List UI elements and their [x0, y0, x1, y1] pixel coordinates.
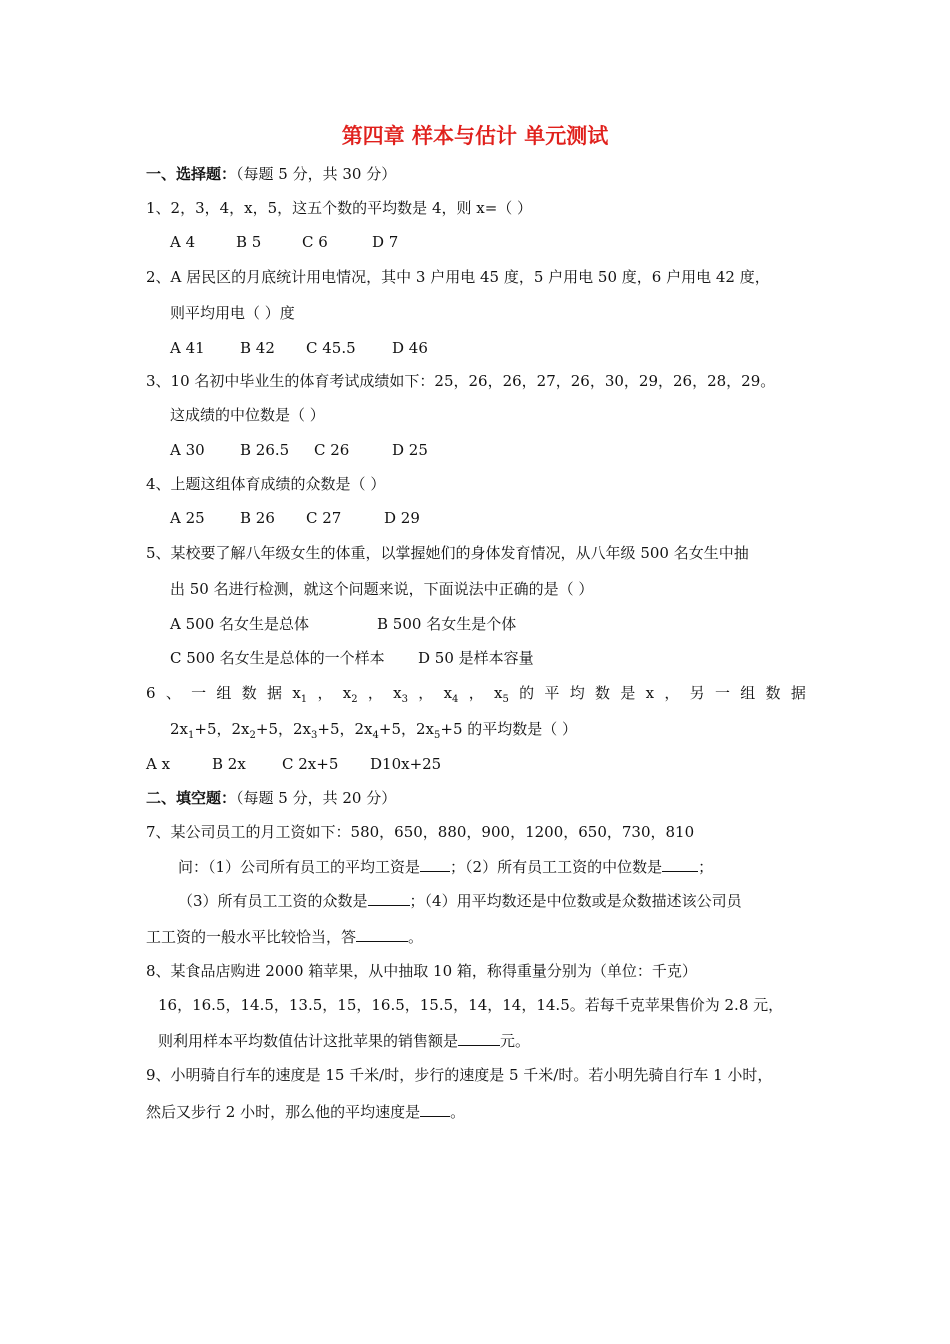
page-title: 第四章 样本与估计 单元测试 — [341, 124, 609, 148]
answer-blank[interactable] — [420, 856, 450, 872]
question-2-line-2: 则平均用电（ ）度 — [170, 304, 295, 322]
spread-word: 组 — [740, 684, 756, 702]
spread-word: 平 — [544, 684, 560, 702]
question-7-line-2 — [178, 856, 713, 877]
spread-word: ， — [664, 684, 680, 702]
answer-blank[interactable] — [458, 1030, 500, 1046]
answer-blank[interactable] — [368, 890, 410, 906]
spread-word: $x_1$ — [292, 684, 308, 705]
text: 。 — [450, 1103, 466, 1121]
option-c: C 2x+5 — [282, 755, 339, 773]
option-b: B 26 — [240, 509, 275, 527]
section-2-header — [146, 788, 396, 808]
text: 工工资的一般水平比较恰当，答 — [146, 928, 357, 946]
spread-word: 组 — [216, 684, 232, 702]
spread-word: 数 — [595, 684, 611, 702]
section-heading: 二、填空题： — [146, 789, 237, 807]
option-a: A 30 — [170, 441, 205, 459]
question-8-line-3 — [158, 1030, 530, 1051]
option-c: C 500 名女生是总体的一个样本 — [170, 649, 385, 667]
spread-word: ， — [367, 684, 383, 702]
spread-word: 据 — [267, 684, 283, 702]
option-a: A 25 — [170, 509, 205, 527]
question-4: 4、上题这组体育成绩的众数是（ ） — [146, 475, 386, 493]
option-c: C 27 — [306, 509, 342, 527]
option-d: D10x+25 — [370, 755, 442, 773]
option-b: B 2x — [212, 755, 246, 773]
question-5-line-2: 出 50 名进行检测，就这个问题来说，下面说法中正确的是（ ） — [170, 580, 594, 598]
spread-word: 的 — [519, 684, 535, 702]
answer-blank[interactable] — [356, 926, 408, 942]
spread-word: 据 — [790, 684, 806, 702]
answer-blank[interactable] — [662, 856, 698, 872]
question-2-line-1: 2、A 居民区的月底统计用电情况，其中 3 户用电 45 度，5 户用电 50 度，6 户用电 42 度， — [146, 268, 770, 286]
section-heading: 一、选择题： — [146, 165, 237, 183]
spread-word: 均 — [569, 684, 585, 702]
question-1-options — [170, 232, 398, 252]
text: 元。 — [500, 1032, 531, 1050]
option-b: B 5 — [236, 233, 262, 251]
question-3-options — [170, 440, 428, 460]
option-a: A x — [146, 755, 171, 773]
question-6-spread-text — [146, 683, 806, 710]
question-1: 1、2，3，4，x，5，这五个数的平均数是 4，则 x=（ ） — [146, 199, 533, 217]
text: ；（2）所有员工工资的中位数是 — [450, 858, 663, 876]
question-9-line-2 — [146, 1101, 465, 1122]
spread-word: 数 — [241, 684, 257, 702]
answer-blank[interactable] — [420, 1101, 450, 1117]
question-3-line-2: 这成绩的中位数是（ ） — [170, 406, 325, 424]
text: ；（4）用平均数还是中位数或是众数描述该公司员 — [409, 892, 742, 910]
option-d: D 25 — [392, 441, 428, 459]
spread-word: ， — [468, 684, 484, 702]
question-7-line-3 — [178, 890, 742, 911]
spread-word: 一 — [191, 684, 207, 702]
option-b: B 500 名女生是个体 — [377, 615, 517, 633]
spread-word: ， — [317, 684, 333, 702]
question-5-options-ab — [170, 614, 516, 634]
section-note: （每题 5 分，共 30 分） — [236, 165, 397, 183]
spread-word: ， — [418, 684, 434, 702]
option-b: B 26.5 — [240, 441, 290, 459]
question-5-line-1: 5、某校要了解八年级女生的体重，以掌握她们的身体发育情况，从八年级 500 名女生中抽 — [146, 544, 749, 562]
option-a: A 4 — [170, 233, 196, 251]
option-d: D 50 是样本容量 — [418, 649, 534, 667]
option-a: A 500 名女生是总体 — [170, 615, 309, 633]
question-7-line-1: 7、某公司员工的月工资如下：580，650，880，900，1200，650，730，810 — [146, 823, 695, 841]
spread-word: $x_3$ — [393, 684, 408, 705]
question-7-line-4 — [146, 926, 423, 947]
question-4-options — [170, 508, 420, 528]
section-1-header — [146, 164, 396, 184]
text: 。 — [408, 928, 424, 946]
question-2-options — [170, 338, 428, 358]
spread-word: 另 — [689, 684, 705, 702]
option-d: D 29 — [384, 509, 420, 527]
spread-word: 、 — [165, 684, 181, 702]
text: 然后又步行 2 小时，那么他的平均速度是 — [146, 1103, 421, 1121]
text: （3）所有员工工资的众数是 — [178, 892, 368, 910]
question-8-line-2: 16，16.5，14.5，13.5，15，16.5，15.5，14，14，14.5。若每千克苹果售价为 2.8 元， — [158, 996, 784, 1014]
option-a: A 41 — [170, 339, 205, 357]
option-d: D 46 — [392, 339, 428, 357]
question-6-line-2: $2x_1+5$，$2x_2+5$，$2x_3+5$，$2x_4+5$，$2x_5+5$ 的平均数是（ ） — [170, 720, 578, 741]
section-note: （每题 5 分，共 20 分） — [236, 789, 397, 807]
text: 问：（1）公司所有员工的平均工资是 — [178, 858, 421, 876]
question-6-options — [146, 754, 441, 774]
spread-word: $x_5$ — [494, 684, 509, 705]
text: ； — [698, 858, 714, 876]
question-9-line-1: 9、小明骑自行车的速度是 15 千米/时，步行的速度是 5 千米/时。若小明先骑自行车 1 小时， — [146, 1066, 773, 1084]
option-c: C 45.5 — [306, 339, 356, 357]
text: 则利用样本平均数值估计这批苹果的销售额是 — [158, 1032, 459, 1050]
option-d: D 7 — [372, 233, 399, 251]
spread-word: $x_4$ — [443, 684, 459, 705]
spread-word: x — [645, 684, 655, 702]
option-c: C 6 — [302, 233, 328, 251]
question-3-line-1: 3、10 名初中毕业生的体育考试成绩如下：25，26，26，27，26，30，29，26，28，29。 — [146, 372, 776, 390]
option-c: C 26 — [314, 441, 350, 459]
question-number: 6 — [146, 684, 156, 702]
spread-word: $x_2$ — [342, 684, 358, 705]
spread-word: 是 — [620, 684, 636, 702]
spread-word: 一 — [714, 684, 730, 702]
question-5-options-cd — [170, 648, 534, 668]
option-b: B 42 — [240, 339, 275, 357]
spread-word: 数 — [765, 684, 781, 702]
question-8-line-1: 8、某食品店购进 2000 箱苹果，从中抽取 10 箱，称得重量分别为（单位：千克） — [146, 962, 697, 980]
question-6-line-1 — [146, 683, 806, 710]
